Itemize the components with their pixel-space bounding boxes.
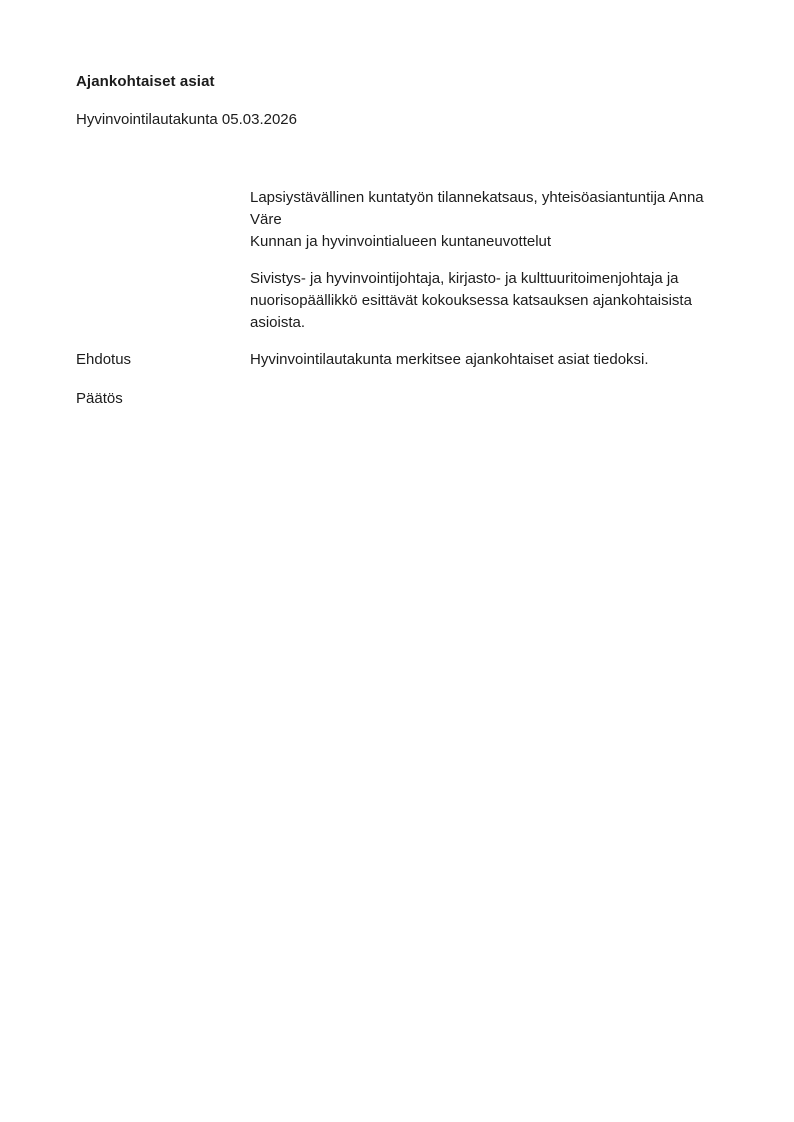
description-line-1: Sivistys- ja hyvinvointijohtaja, kirjasto- ja kulttuuritoimenjohtaja ja <box>250 270 679 287</box>
proposal-row <box>76 349 738 371</box>
topics-line-1: Lapsiystävällinen kuntatyön tilannekatsaus, yhteisöasiantuntija Anna Väre <box>250 189 704 228</box>
description-row <box>76 268 738 334</box>
decision-row <box>76 388 738 410</box>
page-title: Ajankohtaiset asiat <box>76 73 215 90</box>
topics-row <box>76 187 738 253</box>
description-line-2: nuorisopäällikkö esittävät kokouksessa katsauksen ajankohtaisista asioista. <box>250 292 692 331</box>
label-column-spacer <box>76 187 250 253</box>
decision-body-empty <box>250 388 738 410</box>
label-column-spacer <box>76 268 250 334</box>
topics-line-2: Kunnan ja hyvinvointialueen kuntaneuvottelut <box>250 233 552 250</box>
decision-label: Päätös <box>76 390 123 407</box>
proposal-text: Hyvinvointilautakunta merkitsee ajankohtaiset asiat tiedoksi. <box>250 351 649 368</box>
topics-paragraph <box>250 187 738 253</box>
description-paragraph <box>250 268 738 334</box>
proposal-label: Ehdotus <box>76 351 132 368</box>
description-body <box>250 268 738 334</box>
topics-body <box>250 187 738 253</box>
committee-date-line: Hyvinvointilautakunta 05.03.2026 <box>76 111 297 128</box>
